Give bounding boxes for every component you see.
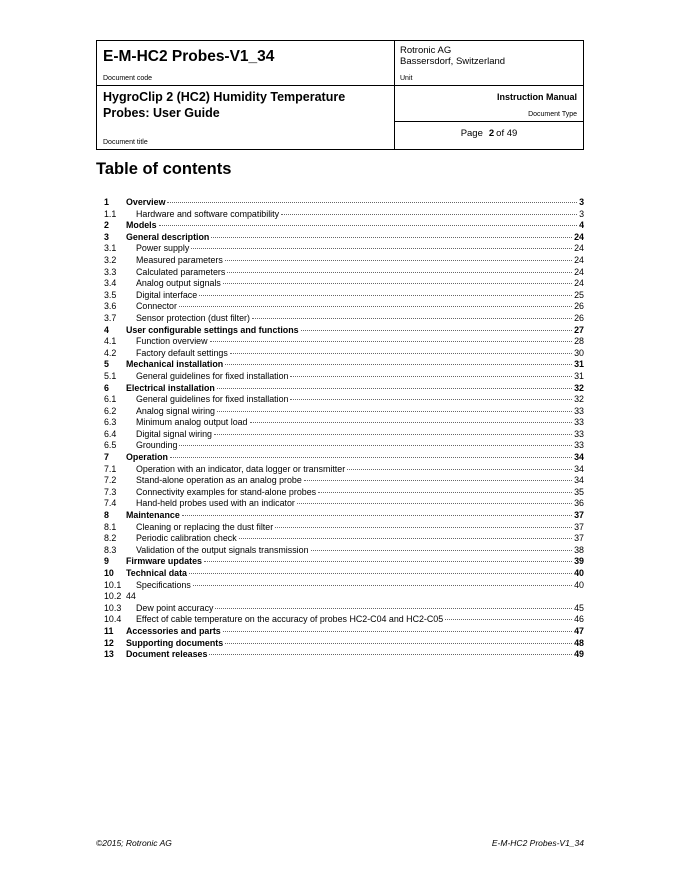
toc-entry-number: 4.2: [104, 347, 117, 358]
toc-entry-page: 40: [574, 568, 584, 578]
toc-entry-title: Power supply: [136, 243, 190, 254]
toc-entry-number: 10.1: [104, 579, 122, 590]
toc-entry[interactable]: [104, 452, 584, 464]
toc-entry[interactable]: [104, 475, 584, 487]
toc-entry[interactable]: [104, 209, 584, 221]
toc-entry-title: Maintenance: [126, 510, 180, 521]
toc-entry-page: 47: [574, 625, 584, 636]
toc-entry[interactable]: [104, 220, 584, 232]
toc-entry-page: 34: [574, 475, 584, 486]
toc-entry-title: Overview: [126, 197, 166, 207]
toc-entry-title: Digital interface: [136, 289, 198, 300]
toc-entry-number: 7.3: [104, 486, 117, 497]
toc-entry-page: 33: [574, 428, 584, 439]
toc-entry-number: 10.4: [104, 614, 122, 625]
toc-entry-number: 3.7: [104, 312, 117, 323]
toc-entry-number: 9: [104, 556, 109, 567]
toc-entry-leader: [167, 202, 577, 203]
document-title-cell: [97, 86, 395, 149]
toc-entry-number: 8.3: [104, 544, 117, 555]
toc-entry[interactable]: [104, 348, 584, 360]
toc-entry-leader: [217, 411, 572, 412]
toc-entry-leader: [239, 538, 572, 539]
toc-entry-leader: [252, 318, 572, 319]
page-cell: [395, 122, 583, 149]
toc-entry-title: Models: [126, 220, 157, 231]
toc-entry-title: Sensor protection (dust filter): [136, 312, 250, 323]
document-code-cell: [97, 41, 395, 86]
toc-entry-title: Analog signal wiring: [136, 405, 215, 416]
toc-entry-title: Specifications: [136, 579, 191, 590]
unit-cell: [395, 41, 583, 86]
toc-entry[interactable]: [104, 591, 584, 603]
toc-entry-page: 48: [574, 637, 584, 648]
document-code-label: Document code: [103, 75, 153, 82]
toc-entry-page: 25: [574, 289, 584, 300]
toc-entry-leader: [199, 295, 572, 296]
toc-entry-number: 8: [104, 510, 109, 521]
toc-entry-page: 24: [574, 254, 584, 265]
toc-entry[interactable]: [104, 614, 584, 626]
toc-entry-title: Operation with an indicator, data logger or transmitter: [136, 463, 346, 474]
toc-entry-leader: [297, 503, 572, 504]
toc-entry-number: 13: [104, 649, 114, 660]
toc-entry[interactable]: [104, 394, 584, 406]
toc-entry-number: 3.3: [104, 266, 117, 277]
toc-entry-title: Validation of the output signals transmission: [136, 544, 309, 555]
toc-entry-title: Grounding: [136, 440, 178, 451]
toc-entry-title: Connectivity examples for stand-alone probes: [136, 486, 317, 497]
toc-entry-title: Digital signal wiring: [136, 428, 212, 439]
toc-entry[interactable]: [104, 243, 584, 255]
document-title-line2: Probes: User Guide: [103, 106, 220, 120]
toc-entry-number: 6.1: [104, 394, 117, 405]
toc-entry-title: 44: [126, 591, 136, 602]
toc-entry-number: 3.4: [104, 278, 117, 289]
toc-entry-number: 4: [104, 324, 109, 335]
toc-entry-title: Electrical installation: [126, 382, 215, 393]
toc-entry-page: 30: [574, 347, 584, 358]
toc-entry-page: 4: [579, 220, 584, 231]
toc-entry-title: Cleaning or replacing the dust filter: [136, 521, 274, 532]
toc-entry[interactable]: [104, 325, 584, 337]
toc-entry-number: 8.1: [104, 521, 117, 532]
toc-entry-number: 6.2: [104, 405, 117, 416]
document-title-line1: HygroClip 2 (HC2) Humidity Temperature: [103, 90, 346, 104]
toc-entry-number: 10.2: [104, 591, 122, 602]
toc-entry-title: Accessories and parts: [126, 625, 221, 636]
toc-entry-page: 36: [574, 498, 584, 509]
toc-entry-leader: [225, 260, 572, 261]
toc-entry-title: General guidelines for fixed installation: [136, 370, 289, 381]
toc-entry[interactable]: [104, 313, 584, 325]
toc-entry-page: 46: [574, 614, 584, 625]
toc-entry-number: 3: [104, 231, 109, 242]
toc-entry-leader: [281, 214, 577, 215]
toc-entry[interactable]: [104, 383, 584, 395]
toc-entry-leader: [189, 573, 572, 574]
toc-entry-leader: [225, 364, 572, 365]
toc-entry[interactable]: [104, 498, 584, 510]
unit-label: Unit: [400, 75, 413, 82]
toc-entry-page: 39: [574, 556, 584, 567]
toc-entry-number: 5.1: [104, 370, 117, 381]
toc-entry-number: 10: [104, 568, 114, 578]
toc-entry-number: 8.2: [104, 533, 117, 544]
toc-entry-title: Periodic calibration check: [136, 533, 237, 544]
toc-entry[interactable]: [104, 556, 584, 568]
toc-entry-leader: [170, 457, 572, 458]
toc-entry[interactable]: [104, 197, 584, 209]
page-indicator: [395, 128, 583, 139]
toc-entry-page: 33: [574, 440, 584, 451]
toc-entry-number: 4.1: [104, 336, 117, 347]
toc-entry-title: Firmware updates: [126, 556, 202, 567]
toc-entry-leader: [179, 445, 572, 446]
toc-entry-page: 35: [574, 486, 584, 497]
toc-entry-title: User configurable settings and functions: [126, 324, 299, 335]
document-code: E-M-HC2 Probes-V1_34: [103, 48, 275, 65]
toc-entry-number: 12: [104, 637, 114, 648]
toc-entry-leader: [211, 237, 572, 238]
document-header: [96, 40, 584, 150]
toc-entry-title: Function overview: [136, 336, 208, 347]
toc-entry-leader: [347, 469, 572, 470]
toc-entry-leader: [318, 492, 572, 493]
toc-entry-page: 49: [574, 649, 584, 660]
unit-name: Rotronic AG: [400, 45, 452, 56]
toc-entry-number: 6: [104, 382, 109, 393]
toc-entry[interactable]: [104, 545, 584, 557]
toc-entry-page: 28: [574, 336, 584, 347]
toc-entry-number: 7.1: [104, 463, 117, 474]
toc-entry-title: Minimum analog output load: [136, 417, 248, 428]
toc-entry-page: 45: [574, 602, 584, 613]
toc-entry-title: Document releases: [126, 649, 208, 660]
toc-entry-leader: [227, 272, 572, 273]
toc-entry-leader: [275, 527, 572, 528]
toc-entry-title: Hardware and software compatibility: [136, 208, 280, 219]
toc-entry-number: 10.3: [104, 602, 122, 613]
toc-entry-title: Operation: [126, 452, 168, 463]
toc-entry-page: 26: [574, 301, 584, 312]
toc-entry-leader: [301, 330, 573, 331]
document-type-label: Document Type: [528, 111, 577, 118]
toc-entry[interactable]: [104, 301, 584, 313]
toc-entry[interactable]: [104, 417, 584, 429]
toc-entry-page: 40: [574, 579, 584, 590]
toc-heading: Table of contents: [96, 160, 232, 178]
toc-entry-leader: [250, 422, 573, 423]
toc-entry-leader: [311, 550, 573, 551]
toc-entry-number: 6.4: [104, 428, 117, 439]
toc-entry-page: 34: [574, 463, 584, 474]
toc-entry-leader: [191, 248, 572, 249]
toc-entry-page: 33: [574, 405, 584, 416]
document-type-cell: [395, 86, 583, 122]
toc-entry-leader: [193, 585, 572, 586]
toc-entry-title: Factory default settings: [136, 347, 228, 358]
toc-entry-title: Dew point accuracy: [136, 602, 214, 613]
toc-entry[interactable]: [104, 336, 584, 348]
toc-entry-number: 7: [104, 452, 109, 463]
toc-entry-number: 6.5: [104, 440, 117, 451]
toc-entry-leader: [179, 306, 572, 307]
toc-entry-page: 3: [579, 208, 584, 219]
toc-entry-page: 37: [574, 521, 584, 532]
table-of-contents: [104, 197, 584, 661]
toc-entry-number: 7.4: [104, 498, 117, 509]
toc-entry-title: General description: [126, 231, 210, 242]
unit-location: Bassersdorf, Switzerland: [400, 56, 506, 67]
toc-entry-title: Analog output signals: [136, 278, 221, 289]
toc-entry-title: Stand-alone operation as an analog probe: [136, 475, 302, 486]
toc-entry[interactable]: [104, 510, 584, 522]
toc-entry-page: 37: [574, 533, 584, 544]
toc-entry[interactable]: [104, 649, 584, 661]
toc-entry-page: 37: [574, 510, 584, 521]
toc-entry-leader: [210, 341, 573, 342]
toc-entry-page: 34: [574, 452, 584, 463]
toc-entry-number: 7.2: [104, 475, 117, 486]
toc-entry-leader: [304, 480, 572, 481]
toc-entry[interactable]: [104, 267, 584, 279]
toc-entry[interactable]: [104, 533, 584, 545]
toc-entry-title: Hand-held probes used with an indicator: [136, 498, 295, 509]
toc-entry[interactable]: [104, 406, 584, 418]
toc-entry-leader: [215, 608, 572, 609]
toc-entry-leader: [223, 631, 572, 632]
toc-entry-leader: [204, 561, 572, 562]
toc-entry-title: Mechanical installation: [126, 359, 224, 370]
toc-entry[interactable]: [104, 232, 584, 244]
toc-entry-number: 3.1: [104, 243, 117, 254]
toc-entry[interactable]: [104, 568, 584, 580]
toc-entry-leader: [225, 643, 572, 644]
toc-entry[interactable]: [104, 290, 584, 302]
toc-entry-page: 38: [574, 544, 584, 555]
toc-entry-number: 3.5: [104, 289, 117, 300]
page-total: of 49: [496, 128, 518, 139]
toc-entry-title: Technical data: [126, 568, 187, 578]
toc-entry[interactable]: [104, 626, 584, 638]
toc-entry-leader: [217, 388, 572, 389]
toc-entry-title: Connector: [136, 301, 177, 312]
toc-entry-number: 5: [104, 359, 109, 370]
toc-entry-title: Calculated parameters: [136, 266, 226, 277]
toc-entry-page: 27: [574, 324, 584, 335]
toc-entry-page: 24: [574, 278, 584, 289]
toc-entry-leader: [290, 399, 572, 400]
toc-entry[interactable]: [104, 429, 584, 441]
toc-entry-leader: [445, 619, 572, 620]
toc-entry-leader: [230, 353, 572, 354]
footer-document-code: E-M-HC2 Probes-V1_34: [491, 838, 584, 848]
page-number: 2: [488, 128, 495, 139]
toc-entry-leader: [223, 283, 572, 284]
toc-entry-leader: [290, 376, 572, 377]
document-type: Instruction Manual: [496, 92, 577, 102]
toc-entry[interactable]: [104, 371, 584, 383]
document-title-label: Document title: [103, 139, 148, 146]
toc-entry-page: 24: [574, 231, 584, 242]
toc-entry[interactable]: [104, 603, 584, 615]
toc-entry-page: 3: [579, 197, 584, 207]
toc-entry[interactable]: [104, 580, 584, 592]
page-label: Page: [460, 128, 483, 139]
toc-entry-page: 31: [574, 359, 584, 370]
toc-entry-page: 24: [574, 266, 584, 277]
toc-entry-leader: [209, 654, 572, 655]
toc-entry[interactable]: [104, 440, 584, 452]
toc-entry-page: 26: [574, 312, 584, 323]
toc-entry-number: 2: [104, 220, 109, 231]
toc-entry[interactable]: [104, 522, 584, 534]
toc-entry-page: 24: [574, 243, 584, 254]
toc-entry-number: 11: [104, 625, 114, 636]
toc-entry-title: Supporting documents: [126, 637, 224, 648]
document-title: [103, 89, 345, 121]
toc-entry-leader: [182, 515, 572, 516]
toc-entry-number: 3.6: [104, 301, 117, 312]
toc-entry-title: Measured parameters: [136, 254, 223, 265]
toc-entry-leader: [159, 225, 577, 226]
toc-entry-number: 1.1: [104, 208, 117, 219]
toc-entry-page: 33: [574, 417, 584, 428]
toc-entry-page: 32: [574, 382, 584, 393]
unit-name-block: [400, 45, 505, 67]
toc-entry-number: 1: [104, 197, 109, 207]
toc-entry[interactable]: [104, 255, 584, 267]
toc-entry-number: 3.2: [104, 254, 117, 265]
toc-entry-leader: [214, 434, 572, 435]
toc-entry-title: Effect of cable temperature on the accuracy of probes HC2-C04 and HC2-C05: [136, 614, 444, 625]
footer-copyright: ©2015; Rotronic AG: [96, 838, 172, 848]
toc-entry[interactable]: [104, 638, 584, 650]
toc-entry[interactable]: [104, 487, 584, 499]
toc-entry-page: 32: [574, 394, 584, 405]
toc-entry-number: 6.3: [104, 417, 117, 428]
toc-entry[interactable]: [104, 359, 584, 371]
toc-entry-page: 31: [574, 370, 584, 381]
toc-entry-title: General guidelines for fixed installation: [136, 394, 289, 405]
toc-entry[interactable]: [104, 464, 584, 476]
toc-entry[interactable]: [104, 278, 584, 290]
